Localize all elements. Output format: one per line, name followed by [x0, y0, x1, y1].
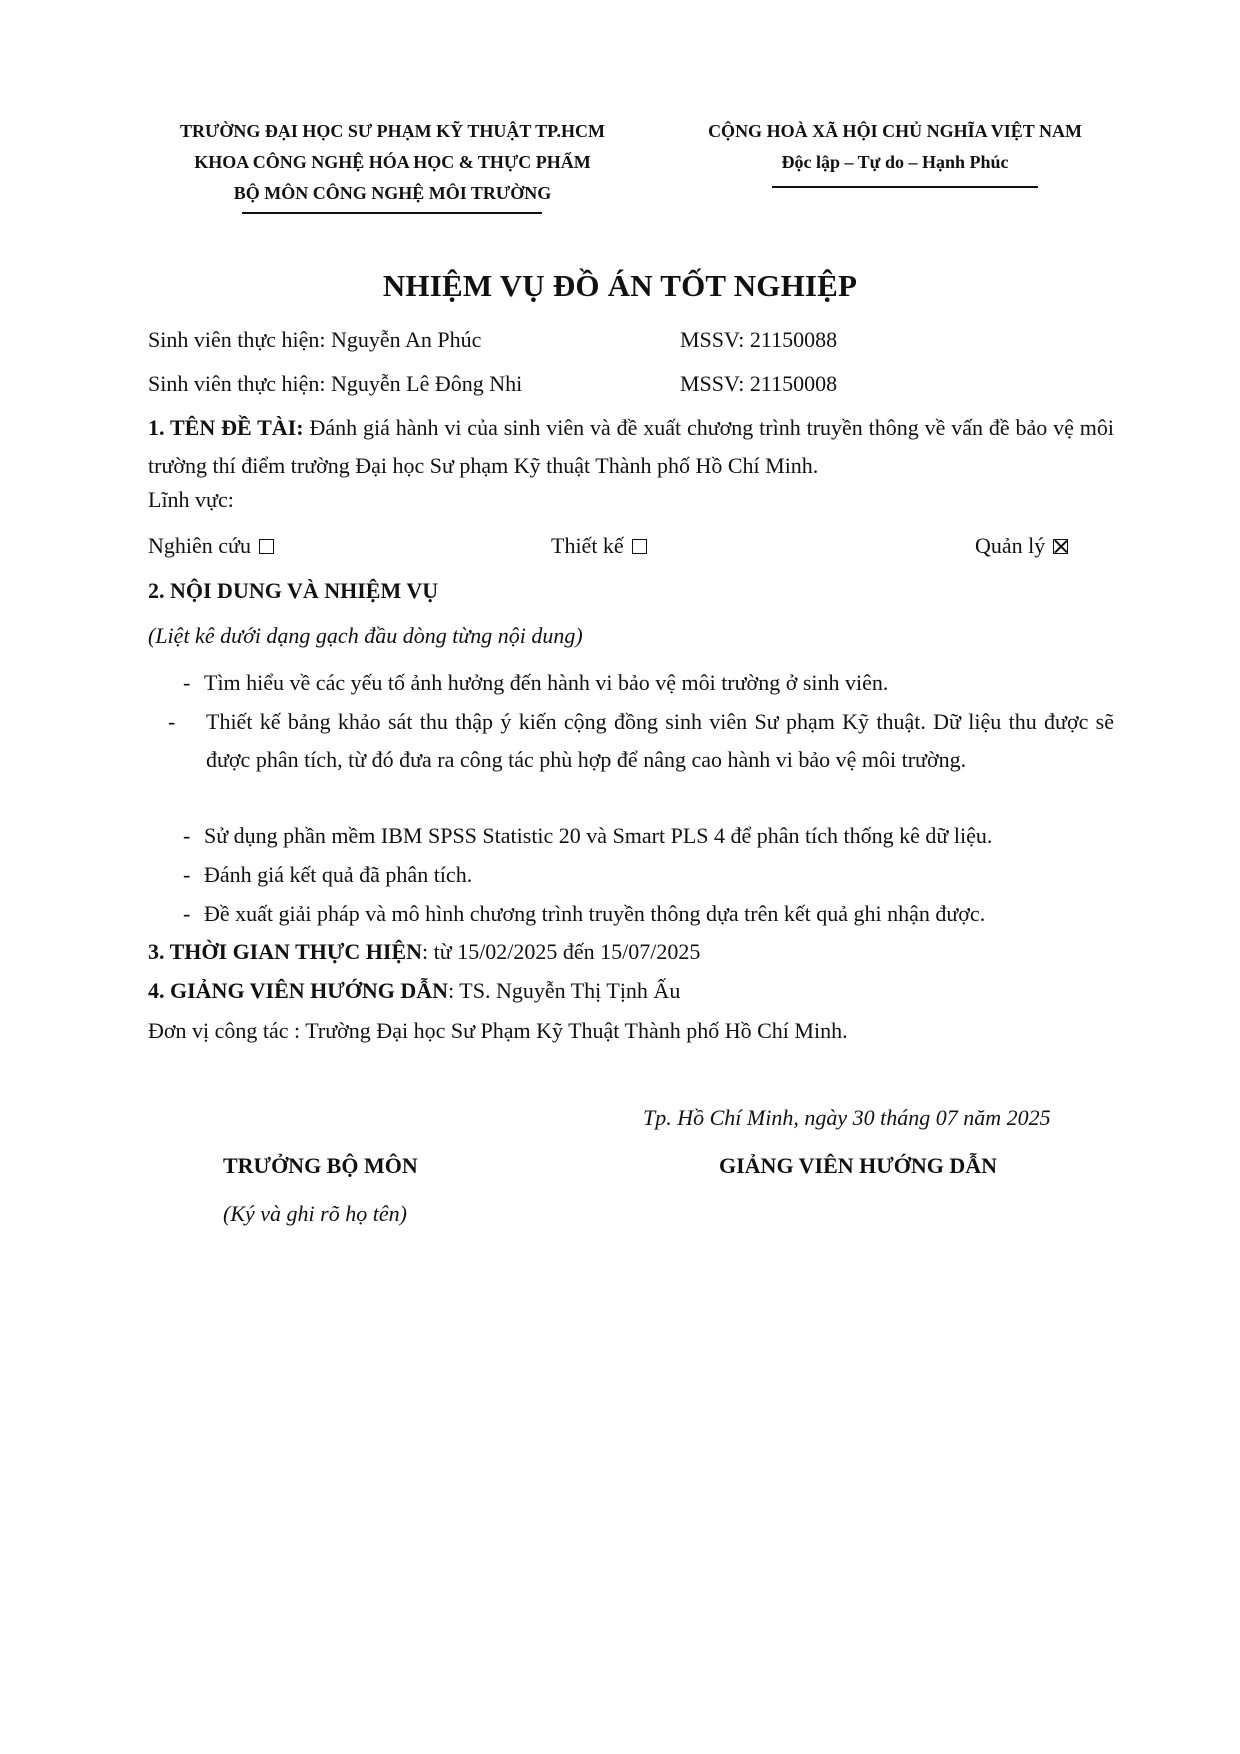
supervisor-heading: 4. GIẢNG VIÊN HƯỚNG DẪN	[148, 978, 449, 1003]
country-name: CỘNG HOÀ XÃ HỘI CHỦ NGHĨA VIỆT NAM	[708, 121, 1082, 141]
time-section	[148, 937, 700, 967]
university-name: TRƯỜNG ĐẠI HỌC SƯ PHẠM KỸ THUẬT TP.HCM	[179, 121, 606, 141]
time-heading: 3. THỜI GIAN THỰC HIỆN	[148, 939, 423, 964]
bullet-text: Đề xuất giải pháp và mô hình chương trình truyền thông dựa trên kết quả ghi nhận được.	[204, 901, 986, 926]
student-2-id: MSSV: 21150008	[680, 371, 838, 396]
field-option-management[interactable]	[975, 531, 1068, 561]
bullet-dash-icon: -	[168, 709, 176, 734]
institution-header	[150, 116, 635, 209]
supervisor-text: : TS. Nguyễn Thị Tịnh Ấu	[448, 978, 681, 1003]
faculty-name: KHOA CÔNG NGHỆ HÓA HỌC & THỰC PHẨM	[194, 152, 591, 172]
bullet-text: Thiết kế bảng khảo sát thu thập ý kiến cộng đồng sinh viên Sư phạm Kỹ thuật. Dữ liệu thu được sẽ được phân tích, từ đó đưa ra công tác phù hợp để nâng cao hành vi bảo vệ môi trường.	[206, 709, 1114, 772]
workplace-line: Đơn vị công tác : Trường Đại học Sư Phạm Kỹ Thuật Thành phố Hồ Chí Minh.	[148, 1018, 848, 1043]
signature-left-title: TRƯỞNG BỘ MÔN	[223, 1153, 418, 1178]
field-option-design-label: Thiết kế	[551, 533, 624, 558]
student-1-id: MSSV: 21150088	[680, 327, 838, 352]
signature-left-note: (Ký và ghi rõ họ tên)	[223, 1201, 407, 1226]
checkbox-research-icon[interactable]	[259, 539, 274, 554]
student-2-name: Sinh viên thực hiện: Nguyễn Lê Đông Nhi	[148, 371, 523, 396]
bullet-text: Tìm hiểu về các yếu tố ảnh hưởng đến hành vi bảo vệ môi trường ở sinh viên.	[204, 670, 889, 695]
bullet-dash-icon: -	[183, 862, 191, 887]
bullet-text: Đánh giá kết quả đã phân tích.	[204, 862, 473, 887]
field-option-research-label: Nghiên cứu	[148, 533, 251, 558]
national-motto: Độc lập – Tự do – Hạnh Phúc	[781, 152, 1009, 172]
field-option-management-label: Quản lý	[975, 533, 1046, 558]
supervisor-section	[148, 976, 680, 1006]
student-1-name: Sinh viên thực hiện: Nguyễn An Phúc	[148, 327, 482, 352]
bullet-dash-icon: -	[183, 901, 191, 926]
institution-underline	[242, 212, 542, 214]
topic-section	[148, 409, 1114, 485]
bullet-text: Sử dụng phần mềm IBM SPSS Statistic 20 và Smart PLS 4 để phân tích thống kê dữ liệu.	[204, 823, 993, 848]
field-option-design[interactable]	[551, 531, 647, 561]
signature-right-title: GIẢNG VIÊN HƯỚNG DẪN	[719, 1153, 998, 1178]
time-text: : từ 15/02/2025 đến 15/07/2025	[422, 939, 701, 964]
date-line: Tp. Hồ Chí Minh, ngày 30 tháng 07 năm 2025	[643, 1105, 1051, 1130]
topic-heading: 1. TÊN ĐỀ TÀI:	[148, 415, 304, 440]
topic-text: Đánh giá hành vi của sinh viên và đề xuất chương trình truyền thông về vấn đề bảo vệ môi trường thí điểm trường Đại học Sư phạm Kỹ thuật Thành phố Hồ Chí Minh.	[148, 415, 1115, 478]
checkbox-management-checked-icon[interactable]	[1053, 539, 1068, 554]
national-underline	[772, 186, 1038, 188]
national-header	[680, 116, 1110, 178]
content-note: (Liệt kê dưới dạng gạch đầu dòng từng nội dung)	[148, 623, 583, 648]
bullet-dash-icon: -	[183, 823, 191, 848]
bullet-dash-icon: -	[183, 670, 191, 695]
department-name: BỘ MÔN CÔNG NGHỆ MÔI TRƯỜNG	[233, 183, 552, 203]
content-heading: 2. NỘI DUNG VÀ NHIỆM VỤ	[148, 578, 439, 603]
field-label: Lĩnh vực:	[148, 487, 234, 512]
checkbox-design-icon[interactable]	[632, 539, 647, 554]
field-option-research[interactable]	[148, 531, 274, 561]
document-title: NHIỆM VỤ ĐỒ ÁN TỐT NGHIỆP	[382, 268, 858, 303]
